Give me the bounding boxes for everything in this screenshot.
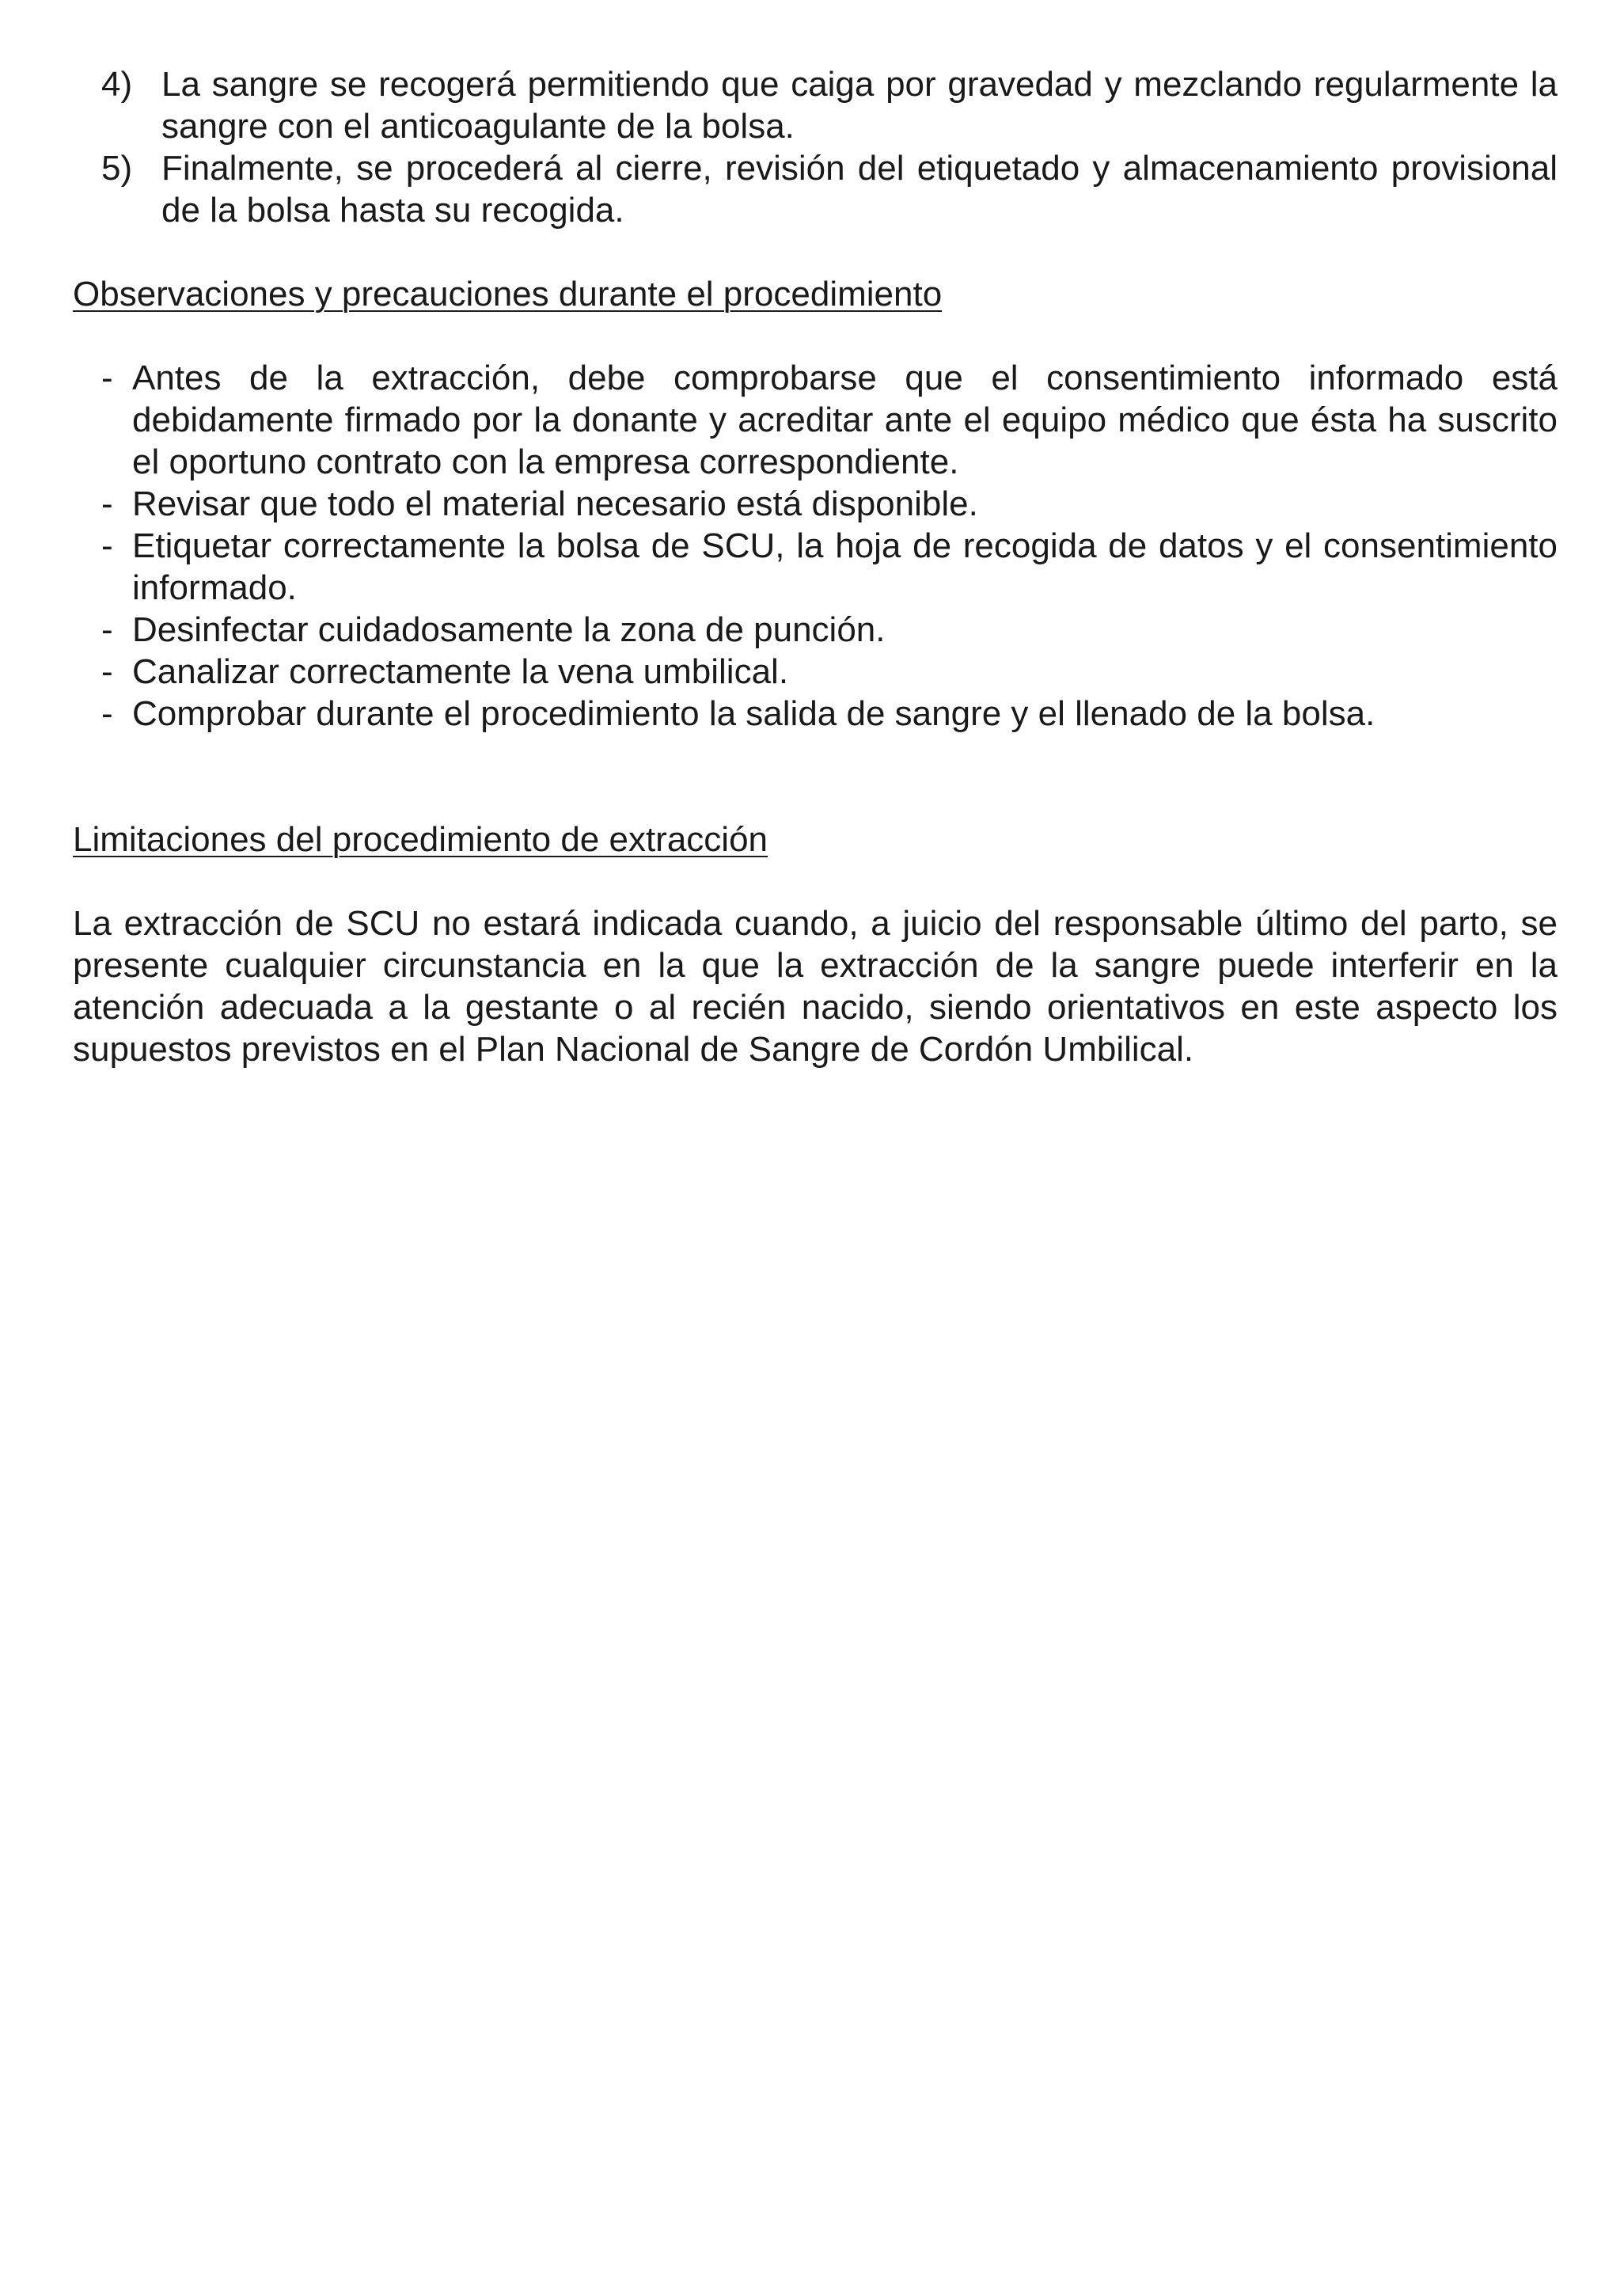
numbered-step [73,63,1558,147]
limitations-paragraph: La extracción de SCU no estará indicada cuando, a juicio del responsable último del parto, se presente cualquier circunstancia en la que la extracción de la sangre puede interferir en la atención adecuada a la gestante o al recién nacido, siendo orientativos en este aspecto los supuestos previstos en el Plan Nacional de Sangre de Cordón Umbilical. [73,904,1558,1069]
step-number: 4) [101,65,133,104]
observations-heading: Observaciones y precauciones durante el procedimiento [73,275,943,313]
dash-bullet: - [101,610,113,649]
spacer [73,231,1558,273]
dash-bullet: - [101,652,113,691]
observation-text: Desinfectar cuidadosamente la zona de punción. [132,610,886,649]
step-text: La sangre se recogerá permitiendo que caiga por gravedad y mezclando regularmente la sangre con el anticoagulante de la bolsa. [161,65,1558,146]
observation-item [73,609,1558,651]
observation-text: Revisar que todo el material necesario está disponible. [132,484,978,523]
step-number: 5) [101,149,133,188]
document-page [73,63,1558,1070]
dash-bullet: - [101,359,113,397]
observation-text: Antes de la extracción, debe comprobarse que el consentimiento informado está debidamente firmado por la donante y acreditar ante el equipo médico que ésta ha suscrito el oportuno contrato con la empresa correspondiente. [132,359,1558,481]
observation-text: Comprobar durante el procedimiento la salida de sangre y el llenado de la bolsa. [132,694,1375,733]
dash-bullet: - [101,526,113,565]
observation-item [73,357,1558,483]
observation-text: Canalizar correctamente la vena umbilical. [132,652,789,691]
limitations-heading: Limitaciones del procedimiento de extracción [73,820,768,859]
numbered-steps-list [73,63,1558,231]
dash-bullet: - [101,484,113,523]
observation-text: Etiquetar correctamente la bolsa de SCU, la hoja de recogida de datos y el consentimiento informado. [132,526,1558,607]
spacer [73,315,1558,357]
observation-item [73,525,1558,609]
dash-bullet: - [101,694,113,733]
numbered-step [73,147,1558,231]
spacer [73,735,1558,819]
step-text: Finalmente, se procederá al cierre, revisión del etiquetado y almacenamiento provisional de la bolsa hasta su recogida. [161,149,1558,230]
observation-item [73,483,1558,525]
observation-item [73,651,1558,693]
spacer [73,860,1558,902]
observation-item [73,693,1558,735]
observations-list [73,357,1558,735]
